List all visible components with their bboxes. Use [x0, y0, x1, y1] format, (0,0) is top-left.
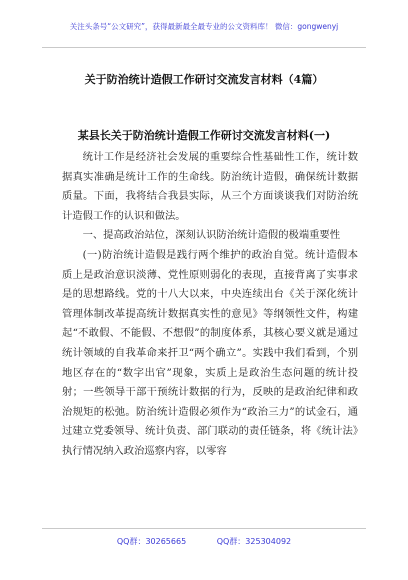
- header-divider: [42, 47, 366, 48]
- footer-qq-group-1: QQ群：30265665: [116, 537, 187, 546]
- section-title: 某县长关于防治统计造假工作研讨交流发言材料(一): [77, 129, 331, 142]
- header-note: 关注头条号“公文研究”，获得最新最全最专业的公文资料库！ 微信：gongwenyj: [69, 22, 339, 31]
- footer: [0, 536, 408, 547]
- document-title: 关于防治统计造假工作研讨交流发言材料（4篇）: [84, 73, 324, 86]
- footer-qq-group-2: QQ群：325304092: [216, 537, 292, 546]
- body-paragraph: 统计工作是经济社会发展的重要综合性基础性工作，统计数据真实准确是统计工作的生命线。防治统计造假，确保统计数据质量。下面，我将结合我县实际，从三个方面谈谈我们对防治统计造假工作的认识和做法。: [62, 151, 358, 222]
- body-paragraph: (一)防治统计造假是践行两个维护的政治自觉。统计造假本质上是政治意识淡薄、党性原则弱化的表现，直接背离了实事求是的思想路线。党的十八大以来，中央连续出台《关于深化统计管理体制改革提高统计数据真实性的意见》等纲领性文件，构建起“不敢假、不能假、不想假”的制度体系，其核心要义就是通过统计领域的自我革命来扞卫“两个确立”。实践中我们看到，个别地区存在的“数字出官”现象，实质上是政治生态问题的统计投射；一些领导干部干预统计数据的行为，反映的是政治纪律和政治规矩的松弛。防治统计造假必须作为“政治三力”的试金石，通过建立党委领导、统计负责、部门联动的责任链条，将《统计法》执行情况纳入政治巡察内容，以零容: [62, 248, 358, 457]
- document-body: [62, 148, 358, 462]
- body-heading: 一、提高政治站位，深刻认识防治统计造假的极端重要性: [82, 229, 341, 242]
- footer-divider: [42, 528, 366, 529]
